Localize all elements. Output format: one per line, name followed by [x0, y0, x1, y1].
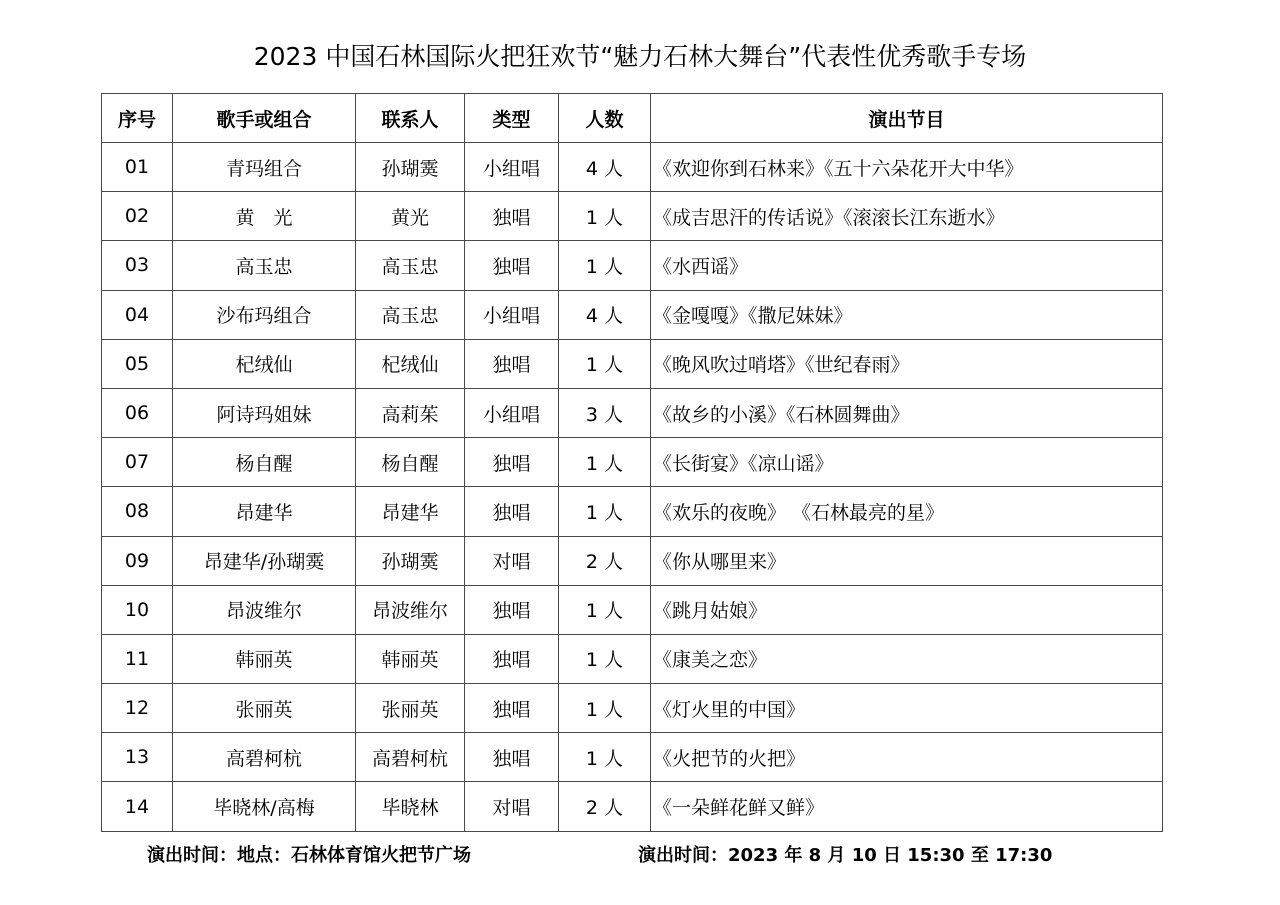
table-row	[102, 438, 1163, 487]
cell-count: 4 人	[559, 290, 651, 339]
header-contact: 联系人	[356, 94, 465, 143]
cell-singer: 阿诗玛姐妹	[173, 388, 356, 437]
header-count: 人数	[559, 94, 651, 143]
cell-no: 02	[102, 192, 173, 241]
cell-no: 10	[102, 585, 173, 634]
table-row	[102, 192, 1163, 241]
cell-type: 独唱	[465, 487, 559, 536]
cell-no: 13	[102, 733, 173, 782]
cell-type: 对唱	[465, 782, 559, 831]
cell-count: 1 人	[559, 684, 651, 733]
cell-type: 独唱	[465, 634, 559, 683]
cell-count: 3 人	[559, 388, 651, 437]
table-row	[102, 143, 1163, 192]
cell-program: 《欢迎你到石林来》《五十六朵花开大中华》	[651, 143, 1163, 192]
page-title: 2023 中国石林国际火把狂欢节“魅力石林大舞台”代表性优秀歌手专场	[253, 42, 1027, 71]
cell-singer: 杨自醒	[173, 438, 356, 487]
cell-count: 1 人	[559, 241, 651, 290]
header-row	[102, 94, 1163, 143]
cell-count: 1 人	[559, 487, 651, 536]
cell-contact: 杞绒仙	[356, 339, 465, 388]
cell-type: 独唱	[465, 192, 559, 241]
header-type: 类型	[465, 94, 559, 143]
table-row	[102, 241, 1163, 290]
cell-no: 08	[102, 487, 173, 536]
header-singer: 歌手或组合	[173, 94, 356, 143]
table-row	[102, 487, 1163, 536]
header-program: 演出节目	[651, 94, 1163, 143]
table-body	[102, 143, 1163, 832]
cell-count: 1 人	[559, 585, 651, 634]
table-row	[102, 585, 1163, 634]
cell-count: 1 人	[559, 339, 651, 388]
cell-contact: 张丽英	[356, 684, 465, 733]
cell-count: 2 人	[559, 536, 651, 585]
cell-no: 14	[102, 782, 173, 831]
cell-contact: 韩丽英	[356, 634, 465, 683]
cell-program: 《康美之恋》	[651, 634, 1163, 683]
cell-no: 05	[102, 339, 173, 388]
cell-program: 《水西谣》	[651, 241, 1163, 290]
cell-type: 小组唱	[465, 290, 559, 339]
table-header	[102, 94, 1163, 143]
cell-contact: 孙瑚霙	[356, 143, 465, 192]
cell-no: 09	[102, 536, 173, 585]
cell-type: 小组唱	[465, 143, 559, 192]
cell-contact: 黄光	[356, 192, 465, 241]
table-row	[102, 782, 1163, 831]
cell-program: 《晚风吹过哨塔》《世纪春雨》	[651, 339, 1163, 388]
cell-singer: 青玛组合	[173, 143, 356, 192]
cell-no: 12	[102, 684, 173, 733]
cell-type: 独唱	[465, 241, 559, 290]
cell-count: 1 人	[559, 438, 651, 487]
cell-singer: 高玉忠	[173, 241, 356, 290]
cell-contact: 昂波维尔	[356, 585, 465, 634]
cell-no: 11	[102, 634, 173, 683]
cell-no: 07	[102, 438, 173, 487]
footer-time: 演出时间：2023 年 8 月 10 日 15:30 至 17:30	[638, 845, 1053, 866]
cell-program: 《跳月姑娘》	[651, 585, 1163, 634]
cell-count: 2 人	[559, 782, 651, 831]
cell-program: 《成吉思汗的传话说》《滚滚长江东逝水》	[651, 192, 1163, 241]
cell-program: 《故乡的小溪》《石林圆舞曲》	[651, 388, 1163, 437]
cell-singer: 昂波维尔	[173, 585, 356, 634]
cell-singer: 黄 光	[173, 192, 356, 241]
table-row	[102, 290, 1163, 339]
cell-type: 独唱	[465, 438, 559, 487]
cell-program: 《一朵鲜花鲜又鲜》	[651, 782, 1163, 831]
cell-contact: 高玉忠	[356, 290, 465, 339]
table-row	[102, 388, 1163, 437]
cell-program: 《火把节的火把》	[651, 733, 1163, 782]
cell-singer: 高碧柯杭	[173, 733, 356, 782]
cell-no: 03	[102, 241, 173, 290]
cell-singer: 沙布玛组合	[173, 290, 356, 339]
cell-singer: 昂建华	[173, 487, 356, 536]
cell-type: 独唱	[465, 684, 559, 733]
cell-contact: 高碧柯杭	[356, 733, 465, 782]
table-row	[102, 634, 1163, 683]
cell-program: 《你从哪里来》	[651, 536, 1163, 585]
cell-type: 独唱	[465, 339, 559, 388]
cell-no: 06	[102, 388, 173, 437]
table-row	[102, 339, 1163, 388]
header-no: 序号	[102, 94, 173, 143]
cell-contact: 高玉忠	[356, 241, 465, 290]
cell-count: 1 人	[559, 192, 651, 241]
cell-program: 《长街宴》《凉山谣》	[651, 438, 1163, 487]
cell-type: 小组唱	[465, 388, 559, 437]
cell-singer: 韩丽英	[173, 634, 356, 683]
table-row	[102, 733, 1163, 782]
table-row	[102, 684, 1163, 733]
cell-count: 1 人	[559, 733, 651, 782]
cell-count: 4 人	[559, 143, 651, 192]
cell-type: 独唱	[465, 733, 559, 782]
cell-type: 对唱	[465, 536, 559, 585]
cell-singer: 毕晓林/高梅	[173, 782, 356, 831]
cell-program: 《灯火里的中国》	[651, 684, 1163, 733]
performer-table	[101, 93, 1163, 832]
cell-contact: 孙瑚霙	[356, 536, 465, 585]
cell-program: 《欢乐的夜晚》 《石林最亮的星》	[651, 487, 1163, 536]
cell-program: 《金嘎嘎》《撒尼妹妹》	[651, 290, 1163, 339]
cell-no: 04	[102, 290, 173, 339]
cell-singer: 昂建华/孙瑚霙	[173, 536, 356, 585]
cell-count: 1 人	[559, 634, 651, 683]
cell-singer: 杞绒仙	[173, 339, 356, 388]
cell-contact: 昂建华	[356, 487, 465, 536]
cell-contact: 毕晓林	[356, 782, 465, 831]
cell-contact: 高莉茱	[356, 388, 465, 437]
cell-contact: 杨自醒	[356, 438, 465, 487]
cell-singer: 张丽英	[173, 684, 356, 733]
cell-no: 01	[102, 143, 173, 192]
footer-venue: 演出时间：地点：石林体育馆火把节广场	[147, 845, 471, 866]
cell-type: 独唱	[465, 585, 559, 634]
table-row	[102, 536, 1163, 585]
